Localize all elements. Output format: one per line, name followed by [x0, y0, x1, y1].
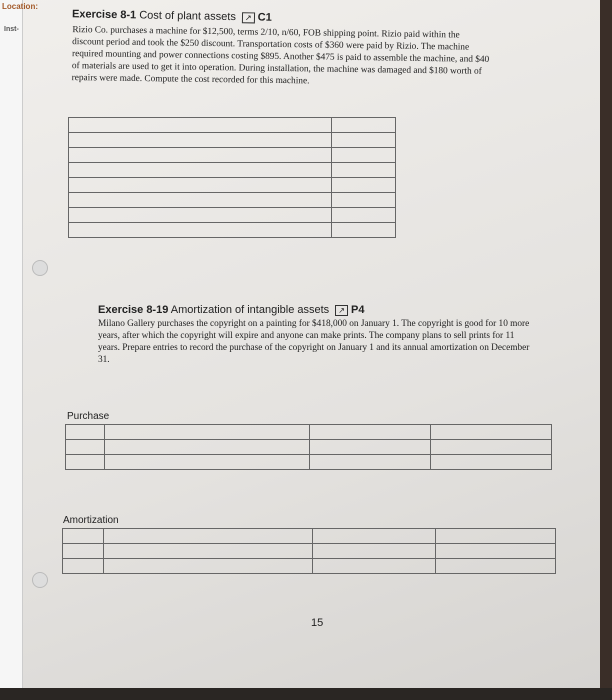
exercise-name: Amortization of intangible assets — [170, 304, 330, 316]
exercise-number: Exercise 8-1 — [71, 8, 137, 22]
location-label: Location: — [2, 2, 38, 11]
amortization-journal-table — [62, 528, 556, 574]
left-sidebar — [0, 0, 38, 700]
inst-label: Inst- — [4, 26, 19, 33]
amortization-label: Amortization — [63, 515, 119, 526]
cost-table — [68, 117, 396, 238]
purchase-label: Purchase — [67, 411, 110, 422]
exercise-number: Exercise 8-19 — [98, 304, 169, 316]
exercise-8-1-text: Rizio Co. purchases a machine for $12,500, terms 2/10, n/60, FOB shipping point. Rizio paid within the discount period and took the $250 discount. Transportation costs of $360 were paid by Rizio. The machine required mounting and power connections costing $895. Another $475 is paid to assemble the machine, and $40 of materials are used to get it into operation. During installation, the machine was damaged and $180 worth of repairs were made. Compute the cost recorded for this machine. — [71, 25, 490, 87]
page-number: 15 — [311, 617, 324, 629]
exercise-8-19-title — [98, 304, 364, 316]
objective-code: P4 — [351, 304, 365, 316]
exercise-8-19-text: Milano Gallery purchases the copyright on a painting for $418,000 on January 1. The copyright is good for 10 more years, after which the copyright will expire and anyone can make prints. The company plans to sell prints for 11 years. Prepare entries to record the purchase of the copyright on January 1 and its annual amortization on December 31. — [98, 319, 530, 365]
objective-code: C1 — [257, 11, 272, 24]
binder-hole — [32, 260, 48, 276]
external-link-icon: ↗ — [335, 305, 348, 316]
desk-surface — [0, 688, 612, 700]
binder-hole — [32, 572, 48, 588]
external-link-icon: ↗ — [242, 12, 255, 23]
exercise-8-1-title — [72, 8, 272, 23]
purchase-journal-table — [65, 424, 552, 470]
exercise-name: Cost of plant assets — [139, 9, 236, 24]
